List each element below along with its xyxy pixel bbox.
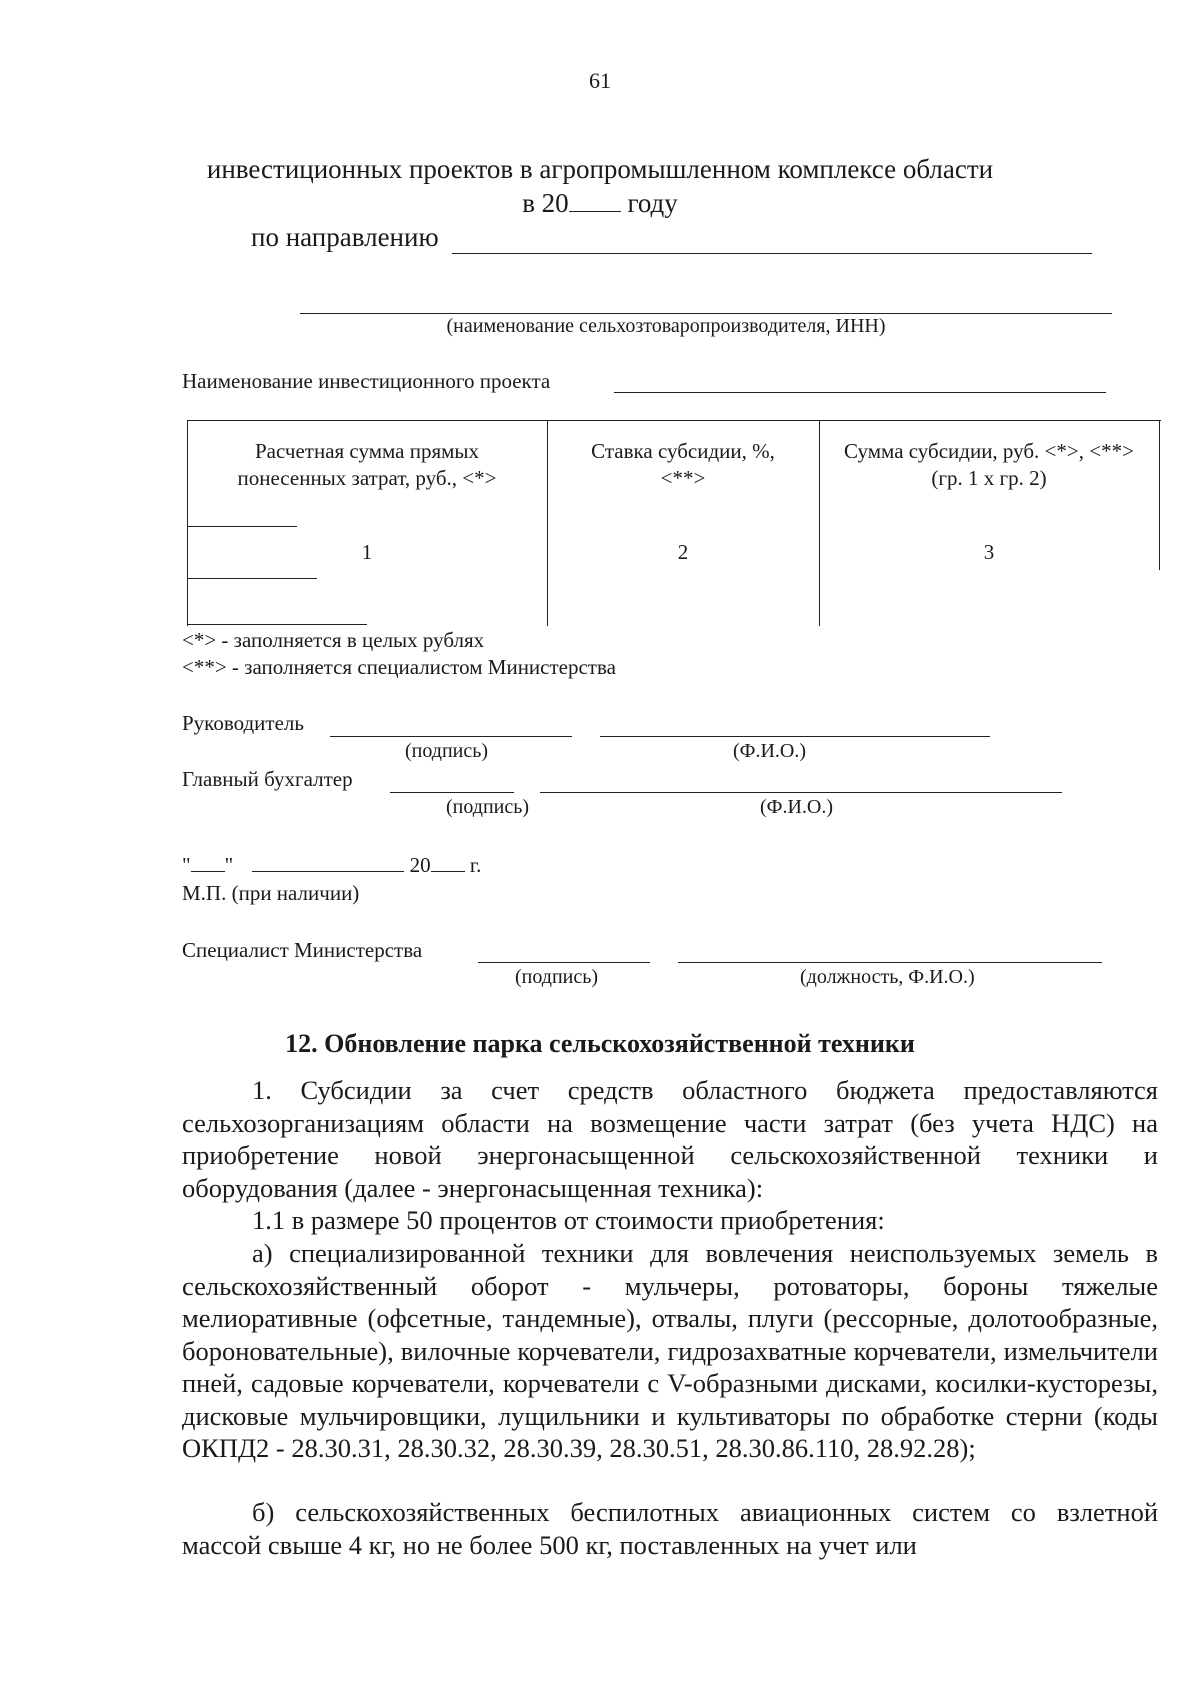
table-border-left — [187, 420, 188, 626]
producer-caption: (наименование сельхозтоваропроизводителя, ИНН) — [446, 315, 886, 337]
paragraph-a: а) специализированной техники для вовлечения неиспользуемых земель в сельскохозяйственный оборот - мульчеры, ротоваторы, бороны тяжелые мелиоративные (офсетные, тандемные), отвалы, плуги (рессорные, долотообразные, бороновательные), вилочные корчеватели, гидрозахватные корчеватели, измельчители пней, садовые корчеватели, корчеватели с V-образными дисками, косилки-кусторезы, дисковые мульчировщики, лущильники и культиваторы по обработке стерни (коды ОКПД2 - 28.30.31, 28.30.32, 28.30.39, 28.30.51, 28.30.86.110, 28.92.28); — [182, 1238, 1158, 1463]
note-whole-rubles: <*> - заполняется в целых рублях — [182, 628, 485, 652]
date-line — [182, 853, 481, 878]
form-title-line-1: инвестиционных проектов в агропромышленном комплексе области — [206, 154, 994, 184]
head-signature-caption: (подпись) — [405, 740, 489, 762]
note-ministry-specialist: <**> - заполняется специалистом Министерства — [182, 655, 616, 679]
column-number-1: 1 — [361, 540, 373, 564]
specialist-signature-caption: (подпись) — [515, 966, 599, 988]
table-bottom-border — [187, 624, 367, 625]
page-number: 61 — [589, 68, 611, 93]
column-header-subsidy-amount: Сумма субсидии, руб. <*>, <**> (гр. 1 х гр. 2) — [844, 439, 1134, 490]
year-suffix: году — [627, 188, 678, 218]
accountant-fio-blank — [540, 792, 1062, 793]
table-border-right — [1159, 420, 1160, 570]
specialist-position-caption: (должность, Ф.И.О.) — [800, 966, 975, 988]
project-blank — [614, 392, 1106, 393]
column-number-2: 2 — [677, 540, 689, 564]
date-month-blank — [252, 855, 404, 872]
date-year-suffix: г. — [469, 853, 482, 877]
column-header-direct-costs: Расчетная сумма прямых понесенных затрат, руб., <*> — [237, 439, 497, 490]
year-blank — [569, 191, 621, 212]
paragraph-1: 1. Субсидии за счет средств областного бюджета предоставляются сельхозорганизациям области на возмещение части затрат (без учета НДС) на приобретение новой энергонасыщенной сельскохозяйственной техники и оборудования (далее - энергонасыщенная техника): — [182, 1075, 1158, 1203]
producer-blank — [300, 313, 1112, 314]
specialist-label: Специалист Министерства — [182, 938, 423, 962]
date-year-prefix: 20 — [409, 853, 431, 877]
date-quote-close: " — [224, 853, 234, 877]
project-label: Наименование инвестиционного проекта — [182, 369, 551, 393]
form-title-line-2 — [0, 188, 1200, 219]
head-signature-blank — [330, 736, 572, 737]
accountant-signature-caption: (подпись) — [446, 796, 530, 818]
head-fio-caption: (Ф.И.О.) — [733, 740, 807, 762]
head-label: Руководитель — [182, 711, 304, 735]
table-header-rule — [187, 526, 297, 527]
date-day-blank — [191, 855, 225, 872]
table-number-rule — [187, 578, 317, 579]
accountant-fio-caption: (Ф.И.О.) — [760, 796, 834, 818]
head-fio-blank — [600, 736, 990, 737]
specialist-signature-blank — [478, 962, 650, 963]
table-divider-1 — [547, 420, 548, 626]
column-number-3: 3 — [983, 540, 995, 564]
specialist-position-blank — [678, 962, 1102, 963]
accountant-label: Главный бухгалтер — [182, 767, 353, 791]
paragraph-b: б) сельскохозяйственных беспилотных авиационных систем со взлетной массой свыше 4 кг, но не более 500 кг, поставленных на учет или — [182, 1497, 1158, 1560]
section-title: 12. Обновление парка сельскохозяйственной техники — [285, 1029, 915, 1058]
accountant-signature-blank — [390, 792, 514, 793]
direction-blank — [452, 253, 1092, 254]
year-prefix: в 20 — [522, 188, 569, 218]
column-header-rate: Ставка субсидии, %, <**> — [591, 439, 775, 490]
subsidy-table — [187, 420, 1161, 626]
paragraph-1-1: 1.1 в размере 50 процентов от стоимости приобретения: — [252, 1205, 885, 1235]
stamp-label: М.П. (при наличии) — [182, 881, 360, 905]
table-divider-2 — [819, 420, 820, 626]
direction-label: по направлению — [251, 222, 439, 252]
date-year-blank — [431, 855, 465, 872]
date-quote-open: " — [182, 853, 191, 877]
table-top-border — [187, 420, 1161, 421]
